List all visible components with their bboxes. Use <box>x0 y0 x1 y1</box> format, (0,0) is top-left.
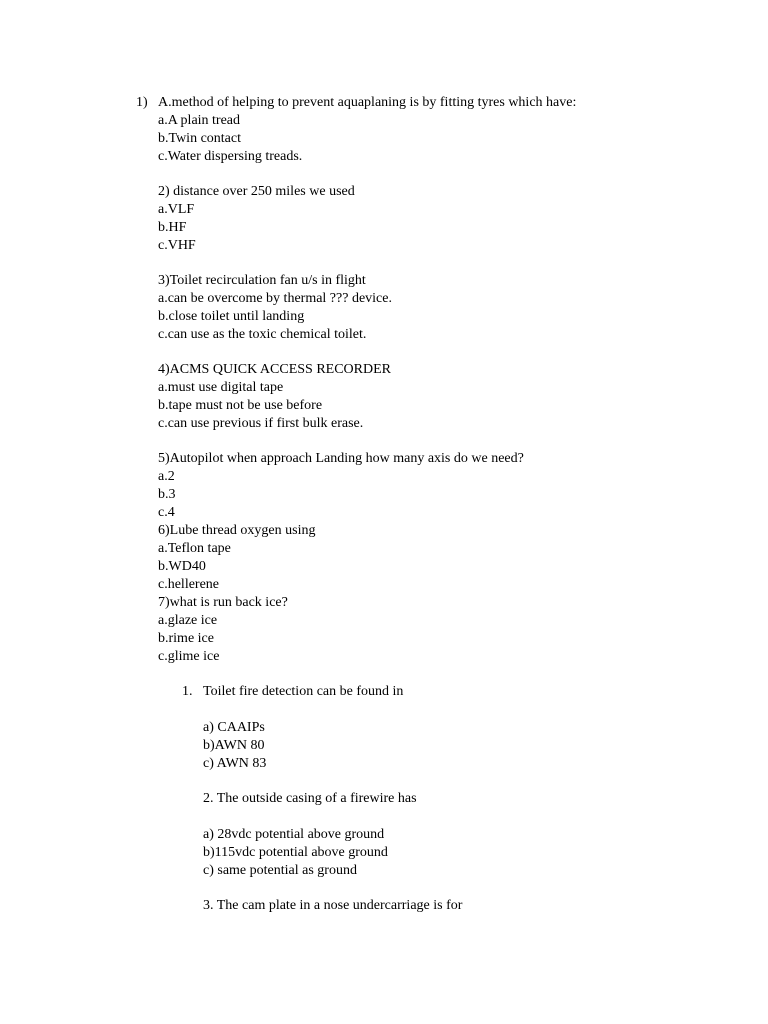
question-5-option-b: b.3 <box>158 487 176 502</box>
question-6-option-b: b.WD40 <box>158 559 206 574</box>
question-7-option-b: b.rime ice <box>158 631 214 646</box>
question-7-option-a: a.glaze ice <box>158 613 218 628</box>
question-3-option-c: c.can use as the toxic chemical toilet. <box>158 327 367 342</box>
question-7-text: 7)what is run back ice? <box>158 595 288 610</box>
question-1-option-b: b.Twin contact <box>158 131 241 146</box>
question-3-text: 3)Toilet recirculation fan u/s in flight <box>158 273 366 288</box>
part2-question-2-option-a: a) 28vdc potential above ground <box>203 827 385 842</box>
question-2-option-a: a.VLF <box>158 202 195 217</box>
part2-question-1-text: Toilet fire detection can be found in <box>203 684 404 699</box>
question-4-option-c: c.can use previous if first bulk erase. <box>158 416 364 431</box>
question-6-option-a: a.Teflon tape <box>158 541 231 556</box>
question-3-option-a: a.can be overcome by thermal ??? device. <box>158 291 392 306</box>
question-3-option-b: b.close toilet until landing <box>158 309 305 324</box>
part2-question-1-option-b: b)AWN 80 <box>203 738 265 753</box>
question-2-option-b: b.HF <box>158 220 187 235</box>
part2-question-2-option-c: c) same potential as ground <box>203 863 357 878</box>
question-1-option-a: a.A plain tread <box>158 113 241 128</box>
question-1-number: 1) <box>136 95 148 110</box>
question-4-text: 4)ACMS QUICK ACCESS RECORDER <box>158 362 391 377</box>
part2-question-2-text: 2. The outside casing of a firewire has <box>203 791 417 806</box>
question-5-option-a: a.2 <box>158 469 175 484</box>
question-2-text: 2) distance over 250 miles we used <box>158 184 355 199</box>
part2-question-1-option-c: c) AWN 83 <box>203 756 267 771</box>
part2-question-1-number: 1. <box>182 684 193 699</box>
question-2-option-c: c.VHF <box>158 238 196 253</box>
part2-question-1-option-a: a) CAAIPs <box>203 720 265 735</box>
part2-question-2-option-b: b)115vdc potential above ground <box>203 845 388 860</box>
question-5-option-c: c.4 <box>158 505 175 520</box>
question-1-option-c: c.Water dispersing treads. <box>158 149 303 164</box>
question-7-option-c: c.glime ice <box>158 649 220 664</box>
question-6-text: 6)Lube thread oxygen using <box>158 523 316 538</box>
question-5-text: 5)Autopilot when approach Landing how many axis do we need? <box>158 451 524 466</box>
question-4-option-a: a.must use digital tape <box>158 380 284 395</box>
part2-question-3-text: 3. The cam plate in a nose undercarriage is for <box>203 898 463 913</box>
question-1-text: A.method of helping to prevent aquaplaning is by fitting tyres which have: <box>158 95 577 110</box>
question-6-option-c: c.hellerene <box>158 577 220 592</box>
question-4-option-b: b.tape must not be use before <box>158 398 323 413</box>
